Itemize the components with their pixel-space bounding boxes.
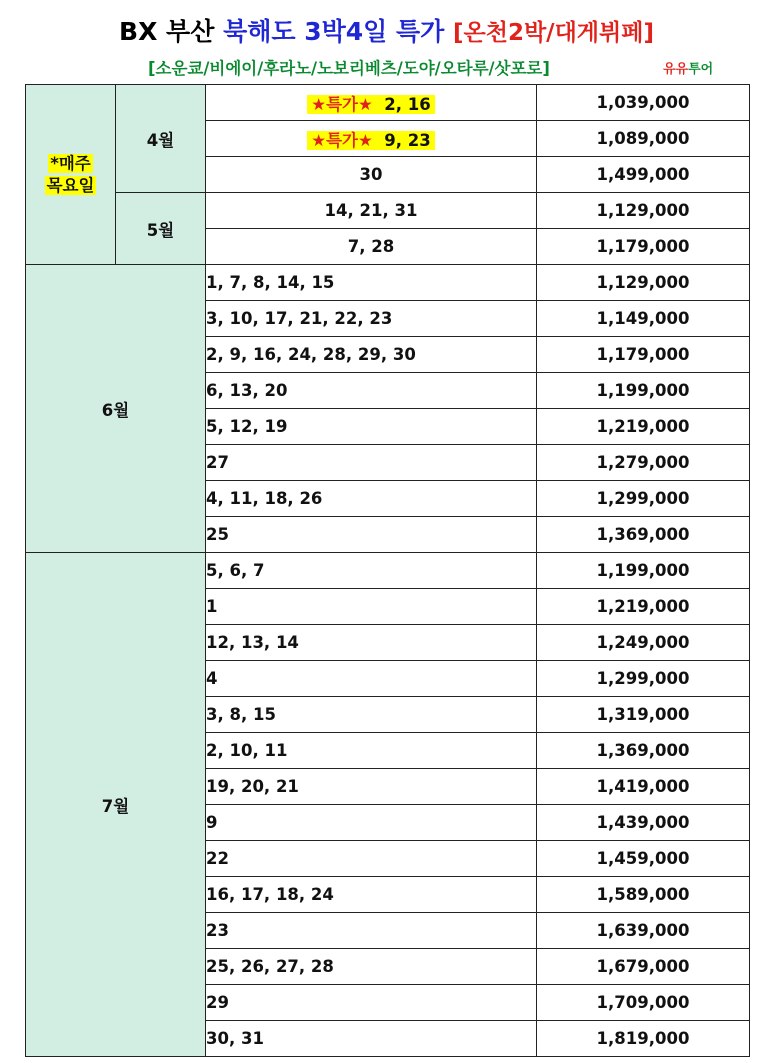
table-row xyxy=(26,553,750,589)
special-dates: 9, 23 xyxy=(384,130,431,150)
dates-cell: 23 xyxy=(206,913,537,949)
price-cell: 1,129,000 xyxy=(537,265,750,301)
note-line-2: 목요일 xyxy=(46,175,95,195)
price-cell: 1,219,000 xyxy=(537,409,750,445)
month-label-may: 5월 xyxy=(116,193,206,265)
table-row xyxy=(26,265,750,301)
dates-cell: 27 xyxy=(206,445,537,481)
price-cell: 1,199,000 xyxy=(537,553,750,589)
special-highlight xyxy=(307,95,434,114)
dates-cell: 30, 31 xyxy=(206,1021,537,1057)
dates-cell: 25 xyxy=(206,517,537,553)
price-table xyxy=(25,84,750,1057)
dates-cell xyxy=(206,121,537,157)
price-cell: 1,039,000 xyxy=(537,85,750,121)
dates-cell: 9 xyxy=(206,805,537,841)
price-cell: 1,179,000 xyxy=(537,337,750,373)
price-cell: 1,319,000 xyxy=(537,697,750,733)
dates-cell: 30 xyxy=(206,157,537,193)
price-cell: 1,369,000 xyxy=(537,517,750,553)
price-cell: 1,439,000 xyxy=(537,805,750,841)
price-cell: 1,219,000 xyxy=(537,589,750,625)
weekday-note xyxy=(26,85,116,265)
price-cell: 1,279,000 xyxy=(537,445,750,481)
price-cell: 1,089,000 xyxy=(537,121,750,157)
page-title xyxy=(0,12,773,48)
dates-cell: 2, 10, 11 xyxy=(206,733,537,769)
dates-cell: 25, 26, 27, 28 xyxy=(206,949,537,985)
month-label-apr: 4월 xyxy=(116,85,206,193)
dates-cell: 4, 11, 18, 26 xyxy=(206,481,537,517)
price-cell: 1,299,000 xyxy=(537,481,750,517)
dates-cell: 1 xyxy=(206,589,537,625)
company-logo xyxy=(663,58,713,77)
price-cell: 1,179,000 xyxy=(537,229,750,265)
title-features: [온천2박/대게뷔페] xyxy=(453,20,654,46)
special-highlight xyxy=(307,131,434,150)
special-badge: ★특가★ xyxy=(311,94,373,114)
dates-cell: 4 xyxy=(206,661,537,697)
logo-text: 투어 xyxy=(688,62,714,77)
logo-mark: 유유 xyxy=(663,62,689,77)
title-route: BX 부산 xyxy=(119,17,224,46)
title-product: 북해도 3박4일 특가 xyxy=(223,17,454,46)
price-cell: 1,199,000 xyxy=(537,373,750,409)
dates-cell: 5, 6, 7 xyxy=(206,553,537,589)
price-cell: 1,299,000 xyxy=(537,661,750,697)
month-label-jun: 6월 xyxy=(26,265,206,553)
dates-cell: 1, 7, 8, 14, 15 xyxy=(206,265,537,301)
special-dates: 2, 16 xyxy=(384,94,431,114)
price-cell: 1,709,000 xyxy=(537,985,750,1021)
price-cell: 1,129,000 xyxy=(537,193,750,229)
dates-cell: 6, 13, 20 xyxy=(206,373,537,409)
price-cell: 1,589,000 xyxy=(537,877,750,913)
dates-cell: 12, 13, 14 xyxy=(206,625,537,661)
price-cell: 1,459,000 xyxy=(537,841,750,877)
table-row xyxy=(26,85,750,121)
price-cell: 1,639,000 xyxy=(537,913,750,949)
price-cell: 1,819,000 xyxy=(537,1021,750,1057)
price-cell: 1,679,000 xyxy=(537,949,750,985)
dates-cell: 3, 10, 17, 21, 22, 23 xyxy=(206,301,537,337)
dates-cell: 7, 28 xyxy=(206,229,537,265)
month-label-jul: 7월 xyxy=(26,553,206,1057)
price-cell: 1,369,000 xyxy=(537,733,750,769)
dates-cell: 5, 12, 19 xyxy=(206,409,537,445)
price-cell: 1,499,000 xyxy=(537,157,750,193)
dates-cell: 2, 9, 16, 24, 28, 29, 30 xyxy=(206,337,537,373)
price-cell: 1,149,000 xyxy=(537,301,750,337)
dates-cell: 14, 21, 31 xyxy=(206,193,537,229)
dates-cell: 22 xyxy=(206,841,537,877)
dates-cell: 16, 17, 18, 24 xyxy=(206,877,537,913)
table-row xyxy=(26,193,750,229)
dates-cell xyxy=(206,85,537,121)
itinerary-subtitle: [소운쿄/비에이/후라노/노보리베츠/도야/오타루/삿포로] xyxy=(148,59,550,78)
dates-cell: 19, 20, 21 xyxy=(206,769,537,805)
dates-cell: 3, 8, 15 xyxy=(206,697,537,733)
price-cell: 1,249,000 xyxy=(537,625,750,661)
dates-cell: 29 xyxy=(206,985,537,1021)
price-cell: 1,419,000 xyxy=(537,769,750,805)
note-line-1: *매주 xyxy=(50,153,91,173)
special-badge: ★특가★ xyxy=(311,130,373,150)
